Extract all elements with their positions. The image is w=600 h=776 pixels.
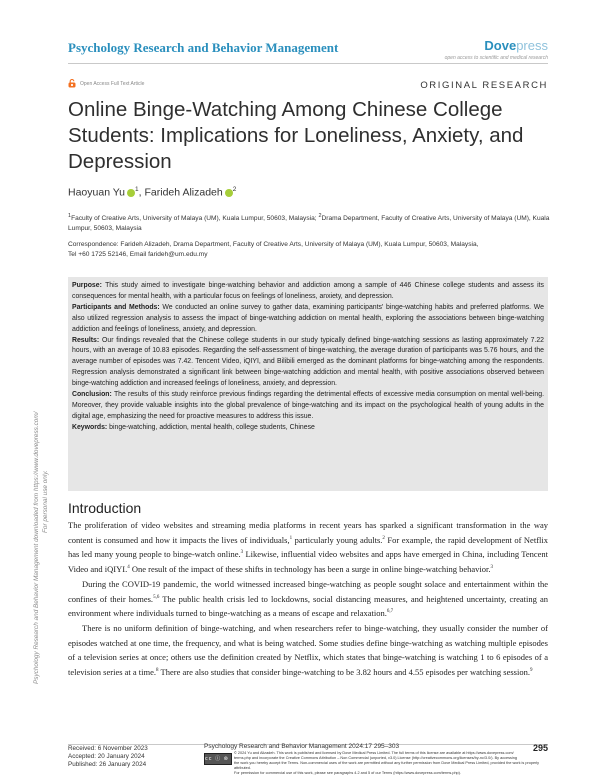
abstract-label: Conclusion: — [72, 391, 112, 399]
publisher-logo[interactable] — [484, 38, 548, 53]
author-affil-sup: 2 — [232, 186, 237, 193]
watermark-line-2: For personal use only. — [42, 470, 49, 533]
publisher-tagline: open access to scientific and medical research — [444, 55, 548, 61]
affil-text: Drama Department, Faculty of Creative Arts, University of Malaya (UM), Kuala Lumpur, 50603, Malaysia — [68, 215, 550, 233]
text-run: There is no uniform definition of binge-watching, and when researchers refer to binge-watching, they usually consider the number of episodes watched at one time, the frequency, and what is being watched. Some studies define binge-watching as watching multiple episodes of a television series at once; others use the definition created by Netflix, which states that binge-watching is watching 1 to 6 episodes of a television series at a time. — [68, 622, 548, 678]
brand-suffix: press — [516, 38, 548, 53]
journal-citation: Psychology Research and Behavior Management 2024:17 295–303 — [204, 743, 400, 750]
article-dates — [68, 745, 148, 770]
abstract-text: This study aimed to investigate binge-watching behavior and addiction among a sample of 446 Chinese college students and assess its consequences for mental health, with a particular focus on feelings of loneliness, anxiety, and depression. — [72, 282, 544, 300]
citation-ref[interactable]: 6,7 — [386, 609, 394, 615]
affil-sup: 2 — [318, 213, 322, 219]
accepted-date: Accepted: 20 January 2024 — [68, 753, 145, 761]
abstract-label: Purpose: — [72, 282, 102, 289]
abstract-text: We conducted an online survey to gather data, examining participants' binge-watching habits and preferred platforms. We also utilized regression analysis to assess the impact of binge-watching addiction on mental health, exploring the associations between binge-watching addiction and feelings of loneliness, anxiety, and depression. — [72, 303, 544, 333]
text-run: Likewise, influential video websites and apps have emerged in China, including Tencent Video and iQIYI. — [68, 549, 548, 575]
abstract-text: The results of this study reinforce previous findings regarding the detrimental effects of excessive media consumption on mental well-being. Moreover, they provide valuable insights into the global prevalence of binge-watching and its impact on the psychological health of young adults in the digital age, emphasizing the need for proactive measures to address this issue. — [72, 391, 545, 420]
citation-ref[interactable]: 2 — [382, 535, 385, 541]
author-name[interactable]: Haoyuan Yu — [68, 186, 126, 199]
author-name[interactable]: Farideh Alizadeh — [144, 186, 223, 199]
citation-ref[interactable]: 9 — [529, 668, 533, 674]
citation-ref[interactable]: 4 — [127, 565, 130, 571]
text-run: During the COVID-19 pandemic, the world witnessed increased binge-watching as people sought solace and entertainment within the confines of their homes. — [68, 578, 548, 604]
affil-text: Faculty of Creative Arts, University of Malaya (UM), Kuala Lumpur, 50603, Malaysia; — [71, 215, 317, 223]
citation-ref[interactable]: 3 — [490, 565, 493, 571]
citation-ref[interactable]: 1 — [289, 535, 293, 541]
received-date: Received: 6 November 2023 — [68, 745, 148, 752]
paragraph — [68, 577, 548, 621]
text-run: There are also studies that consider binge-watching to be 3.82 hours and 4.55 episodes per watching session. — [158, 667, 530, 678]
citation-ref[interactable]: 5,6 — [153, 594, 160, 600]
paragraph — [68, 621, 548, 680]
orcid-icon[interactable] — [225, 189, 233, 197]
license-line: terms.php and incorporate the Creative Commons Attribution – Non Commercial (unported, v3.0) License (http://creativecommons.org/licenses/by-nc/3.0/). By accessing — [234, 756, 517, 761]
page-number: 295 — [532, 743, 548, 753]
abstract-label: Participants and Methods: — [72, 303, 160, 311]
open-access-label: Open Access Full Text Article — [80, 80, 145, 87]
header-divider — [68, 63, 548, 64]
orcid-icon[interactable] — [127, 189, 135, 197]
abstract-label: Results: — [72, 336, 100, 344]
article-title: Online Binge-Watching Among Chinese College Students: Implications for Loneliness, Anxiety, and Depression — [68, 98, 524, 173]
body-text — [68, 518, 548, 680]
journal-name: Psychology Research and Behavior Management — [68, 40, 339, 55]
license-line: © 2024 Yu and Alizadeh. This work is published and licensed by Dove Medical Press Limited. The full terms of this license are available at https://www.dovepress.com/ — [234, 751, 514, 755]
text-run: One result of the impact of these shifts in technology has been a surge in online binge-watching behavior. — [129, 564, 491, 575]
correspondence-contact[interactable]: Tel +60 1725 52146, Email farideh@um.edu.my — [68, 251, 208, 258]
abstract-methods — [72, 303, 544, 336]
brand-main: Dove — [484, 38, 517, 53]
correspondence — [68, 240, 556, 260]
open-access-icon — [68, 79, 76, 88]
section-heading: Introduction — [68, 500, 142, 516]
download-watermark — [30, 168, 82, 688]
keywords-text: binge-watching, addiction, mental health, college students, Chinese — [109, 423, 315, 431]
license-line: For permission for commercial use of this work, please see paragraphs 4.2 and 5 of our Terms (https://www.dovepress.com/terms.php). — [234, 771, 461, 776]
text-run: The public health crisis led to lockdowns, social distancing measures, and heightened uncertainty, creating an environment where individuals turned to binge-watching as a means of escape and relaxation. — [68, 593, 548, 619]
cc-license-icon: cc ⓘ ⊜ — [205, 756, 229, 762]
license-line: the work you hereby accept the Terms. Non-commercial uses of the work are permitted without any further permission from Dove Medical Press Limited, provided the work is properly attributed. — [234, 761, 540, 771]
license-text — [234, 751, 548, 776]
open-access-row — [68, 79, 144, 88]
text-run: particularly young adults. — [292, 534, 383, 545]
abstract — [72, 281, 544, 434]
author-affil-sup: 1 — [135, 186, 139, 193]
abstract-text: Our findings revealed that the Chinese college students in our study typically defined binge-watching sessions as lasting approximately 7.22 hours, with an average of 10.83 episodes. Regarding the self-assessment of binge-watching, the average duration of participants was 5.76 hours, and the average number of episodes was 7.42. Tencent Video, iQIYI, and Bilibili emerged as the dominant platforms for binge-watching among the respondents. Regression analysis demonstrated a significant link between binge-watching addiction and mental health, with positive associations observed between binge-watching addiction and increased feelings of loneliness, anxiety, and depression. — [72, 336, 544, 388]
watermark-line-1: Psychology Research and Behavior Management downloaded from https://www.dovepress.com/ — [33, 411, 40, 684]
abstract-keywords — [72, 423, 544, 434]
affiliations — [68, 211, 556, 234]
citation-ref[interactable]: 8 — [156, 668, 159, 674]
correspondence-line: Correspondence: Farideh Alizadeh, Drama Department, Faculty of Creative Arts, University of Malaya (UM), Kuala Lumpur, 50603, Malaysia, — [68, 241, 479, 248]
paragraph — [68, 518, 548, 577]
text-run: The proliferation of video websites and streaming media platforms in recent years has sparked a significant transformation in the way content is consumed and how it impacts the lives of individuals, — [68, 520, 548, 545]
abstract-conclusion — [72, 390, 544, 423]
abstract-results — [72, 336, 544, 391]
text-run: For example, the rapid development of Netflix has led many young people to binge-watch online. — [68, 534, 549, 560]
published-date: Published: 26 January 2024 — [68, 761, 147, 769]
abstract-purpose — [72, 281, 544, 303]
article-type: ORIGINAL RESEARCH — [420, 80, 548, 91]
abstract-label: Keywords: — [72, 423, 108, 431]
citation-ref[interactable]: 3 — [240, 550, 244, 556]
author-list: Haoyuan Yu $^1$, Farideh Alizadeh $^2$ — [68, 186, 237, 199]
affil-sup: 1 — [68, 213, 72, 219]
